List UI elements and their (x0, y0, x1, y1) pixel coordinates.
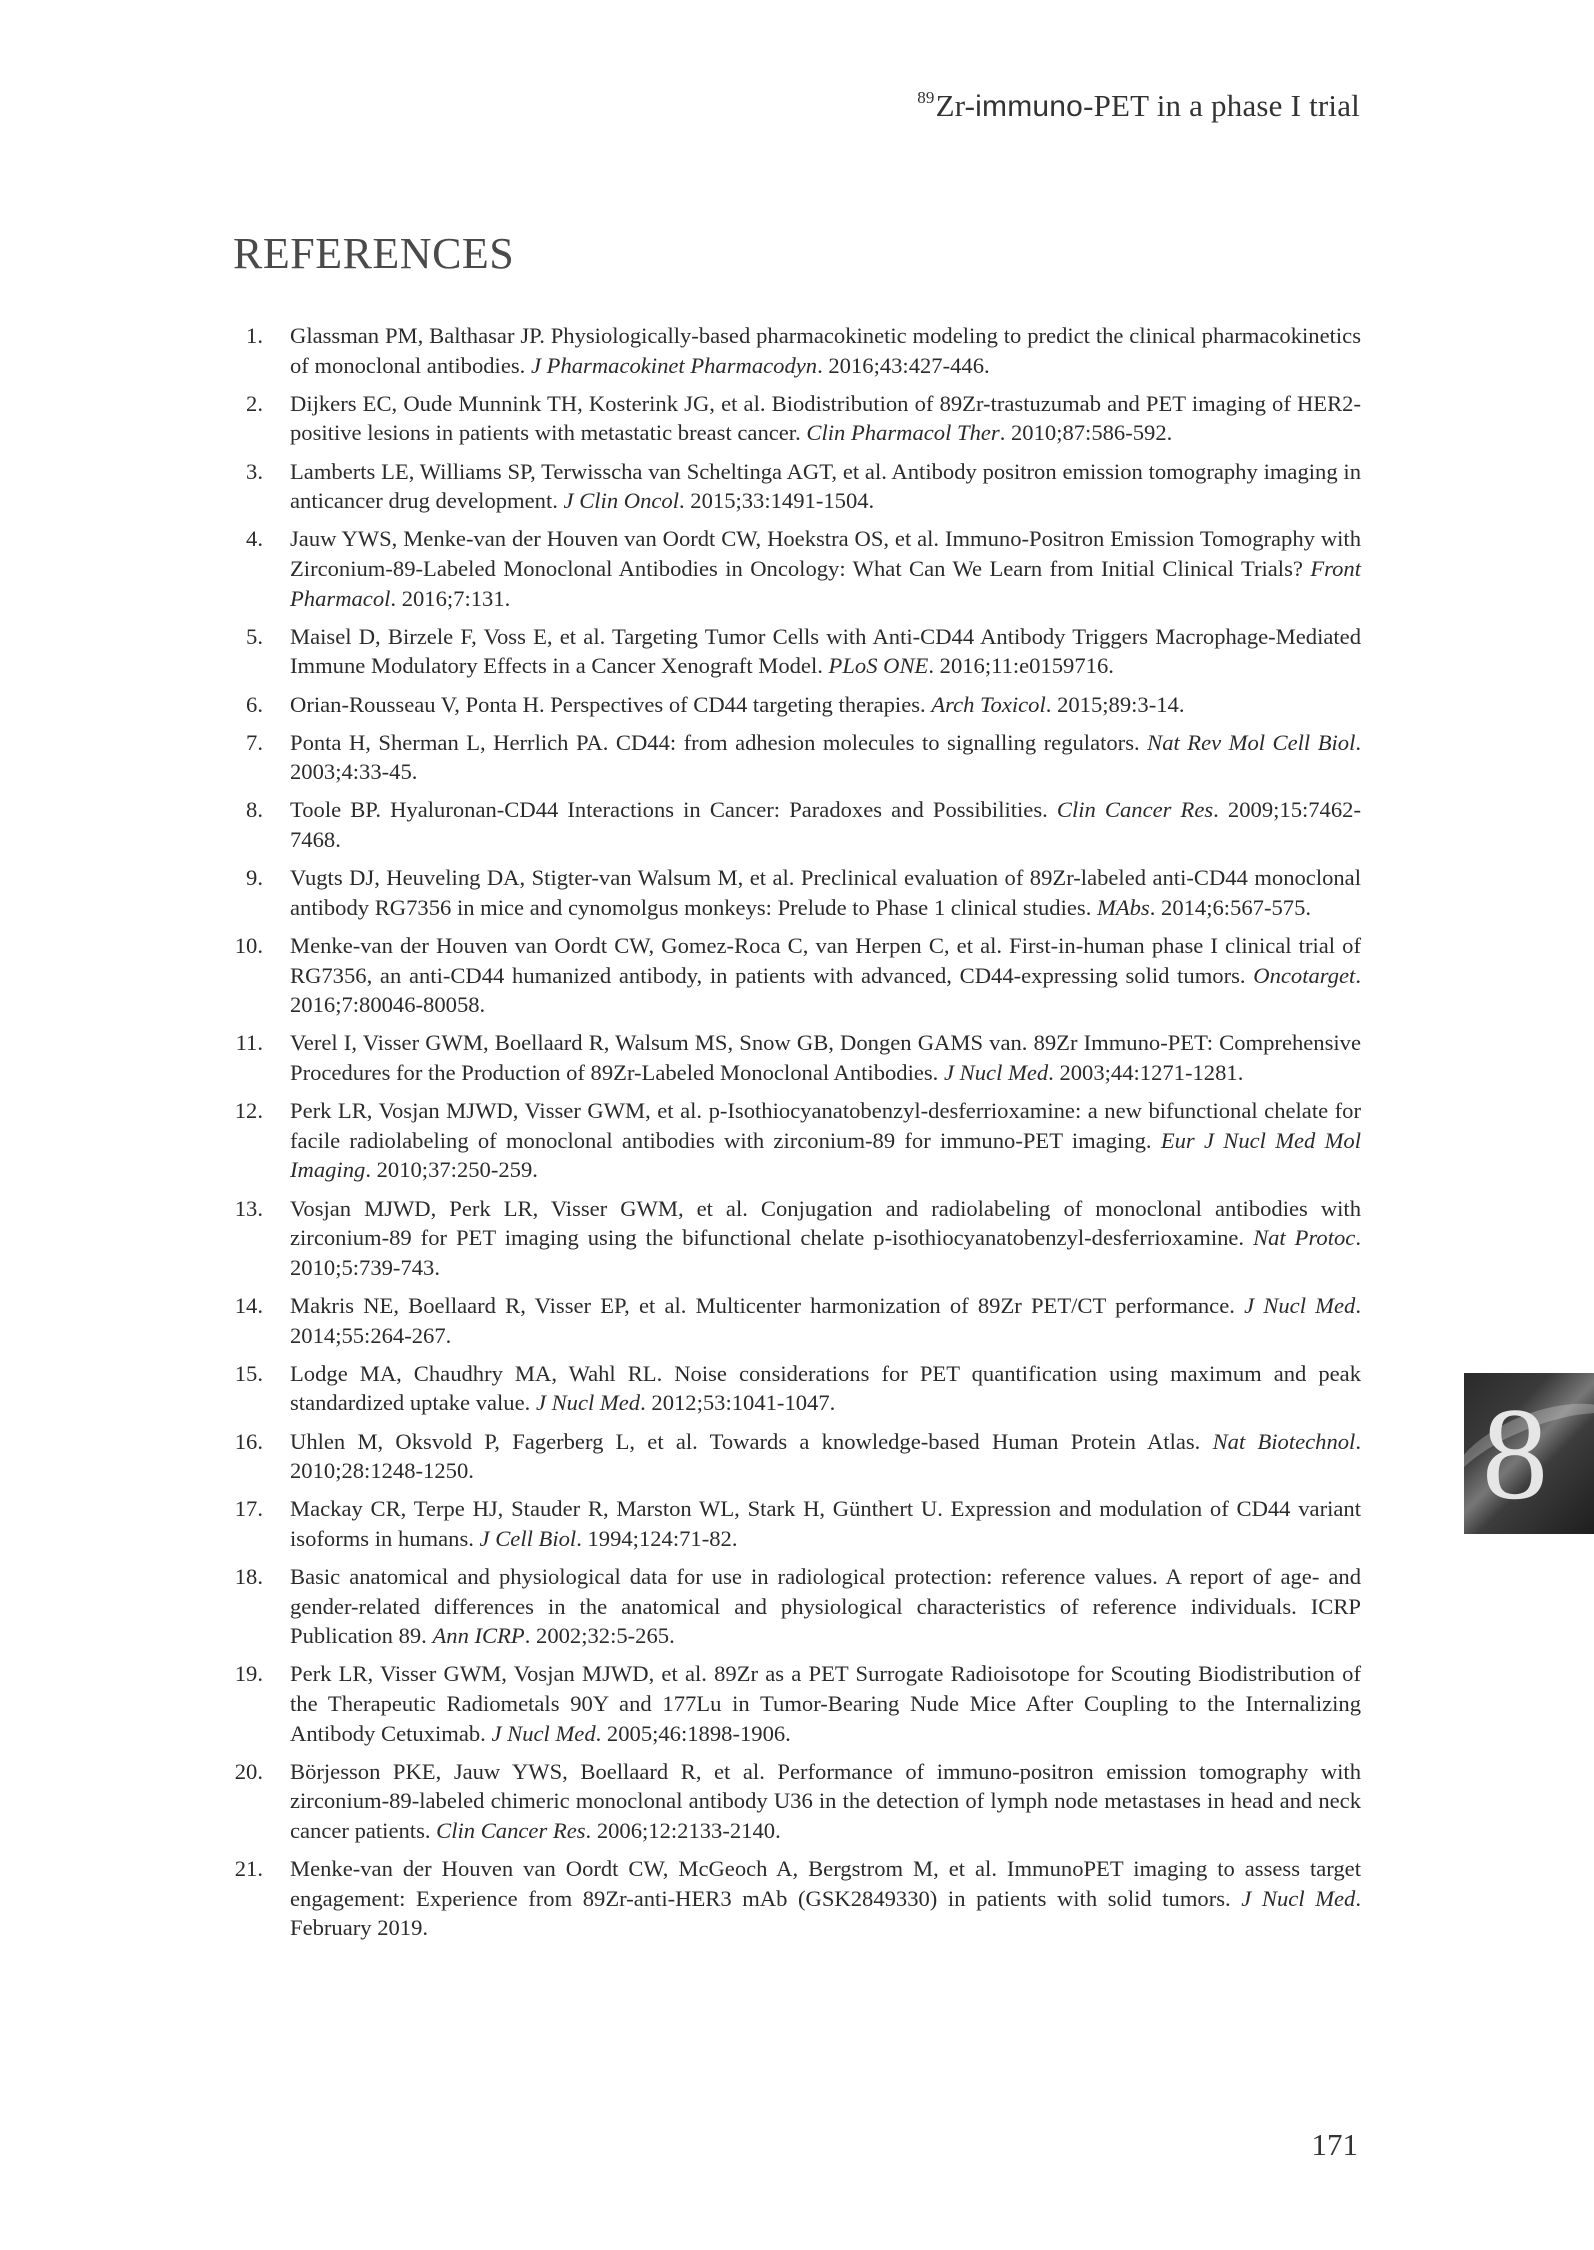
reference-text: Perk LR, Visser GWM, Vosjan MJWD, et al. 89Zr as a PET Surrogate Radioisotope for Scouting Biodistribution of the Therapeutic Radiometals 90Y and 177Lu in Tumor-Bearing Nude Mice After Coupling to the Internalizing Antibody Cetuximab. (290, 1661, 1361, 1746)
reference-journal: J Nucl Med (491, 1720, 596, 1746)
reference-details: . 2010;37:250-259. (365, 1157, 538, 1183)
reference-text: Toole BP. Hyaluronan-CD44 Interactions in Cancer: Paradoxes and Possibilities. (290, 797, 1048, 823)
reference-details: . 2014;55:264-267. (290, 1292, 1361, 1348)
reference-journal: J Nucl Med (944, 1060, 1049, 1085)
reference-journal: Nat Biotechnol (1212, 1428, 1356, 1454)
running-head-prefix: Zr- (935, 88, 976, 123)
reference-text: Verel I, Visser GWM, Boellaard R, Walsum MS, Snow GB, Dongen GAMS van. 89Zr Immuno-PET: Comprehensive Procedures for the Production of 89Zr-Labeled Monoclonal Antibodies. (290, 1030, 1361, 1085)
reference-item (233, 863, 1361, 922)
reference-text: Vosjan MJWD, Perk LR, Visser GWM, et al. Conjugation and radiolabeling of monoclonal antibodies with zirconium-89 for PET imaging using the bifunctional chelate p-isothiocyanatobenzyl-desferrioxamine. (290, 1195, 1361, 1251)
reference-item (233, 321, 1361, 380)
reference-journal: Front Pharmacol (290, 555, 1361, 611)
reference-item (233, 1854, 1361, 1943)
reference-number: 5. (246, 623, 263, 649)
reference-item (233, 1562, 1361, 1651)
reference-number: 17. (234, 1496, 263, 1522)
reference-journal: J Pharmacokinet Pharmacodyn (530, 352, 818, 378)
reference-journal: J Cell Biol (479, 1525, 577, 1551)
reference-number: 11. (235, 1030, 263, 1056)
reference-text: Basic anatomical and physiological data for use in radiological protection: reference values. A report of age- and gender-related differences in the anatomical and physiological characteristics of reference individuals. ICRP Publication 89. (290, 1564, 1361, 1649)
reference-item (233, 1757, 1361, 1846)
reference-details: . 2002;32:5-265. (524, 1623, 675, 1649)
reference-number: 2. (246, 390, 263, 416)
reference-text: Maisel D, Birzele F, Voss E, et al. Targeting Tumor Cells with Anti-CD44 Antibody Triggers Macrophage-Mediated Immune Modulatory Effects in a Cancer Xenograft Model. (290, 623, 1361, 679)
reference-item (233, 1028, 1361, 1087)
reference-number: 9. (246, 865, 263, 891)
reference-item (233, 1194, 1361, 1283)
reference-number: 14. (234, 1292, 263, 1318)
reference-number: 1. (246, 323, 263, 348)
isotope-superscript: 89 (917, 88, 935, 107)
reference-text: Lodge MA, Chaudhry MA, Wahl RL. Noise considerations for PET quantification using maximum and peak standardized uptake value. (290, 1360, 1361, 1416)
reference-number: 3. (246, 458, 263, 484)
reference-number: 7. (246, 729, 263, 755)
reference-details: . February 2019. (290, 1885, 1361, 1941)
reference-number: 8. (246, 797, 263, 823)
reference-journal: J Nucl Med (535, 1390, 641, 1416)
reference-details: . 2005;46:1898-1906. (595, 1720, 791, 1746)
reference-number: 20. (234, 1758, 263, 1784)
reference-details: . 2003;44:1271-1281. (1048, 1060, 1244, 1085)
chapter-tab (1464, 1373, 1594, 1534)
reference-list (233, 321, 1361, 1952)
reference-text: Menke-van der Houven van Oordt CW, Gomez-Roca C, van Herpen C, et al. First-in-human phase I clinical trial of RG7356, an anti-CD44 humanized antibody, in patients with advanced, CD44-expressing solid tumors. (290, 933, 1361, 988)
reference-details: . 2016;7:131. (390, 585, 511, 611)
reference-text: Menke-van der Houven van Oordt CW, McGeoch A, Bergstrom M, et al. ImmunoPET imaging to assess target engagement: Experience from 89Zr-anti-HER3 mAb (GSK2849330) in patients with solid tumors. (290, 1856, 1361, 1911)
reference-item (233, 728, 1361, 787)
reference-number: 6. (246, 691, 263, 717)
page-number: 171 (1311, 2127, 1358, 2162)
reference-item (233, 1494, 1361, 1553)
reference-item (233, 457, 1361, 516)
reference-details: . 2016;43:427-446. (817, 352, 990, 378)
reference-item (233, 622, 1361, 681)
reference-text: Uhlen M, Oksvold P, Fagerberg L, et al. Towards a knowledge-based Human Protein Atlas. (290, 1428, 1201, 1454)
reference-journal: PLoS ONE (828, 653, 929, 679)
reference-journal: MAbs (1097, 894, 1150, 920)
reference-item (233, 1659, 1361, 1748)
reference-details: . 2016;11:e0159716. (928, 653, 1114, 679)
reference-details: . 2012;53:1041-1047. (640, 1390, 836, 1416)
reference-text: Börjesson PKE, Jauw YWS, Boellaard R, et al. Performance of immuno-positron emission tomography with zirconium-89-labeled chimeric monoclonal antibody U36 in the detection of lymph node metastases in head and neck cancer patients. (290, 1758, 1361, 1843)
reference-text: Lamberts LE, Williams SP, Terwisscha van Scheltinga AGT, et al. Antibody positron emission tomography imaging in anticancer drug development. (290, 458, 1361, 514)
reference-journal: Nat Protoc (1253, 1225, 1356, 1251)
reference-details: . 2014;6:567-575. (1149, 894, 1312, 920)
reference-number: 21. (234, 1856, 263, 1882)
reference-journal: Clin Cancer Res (436, 1818, 586, 1843)
reference-details: . 2010;28:1248-1250. (290, 1428, 1361, 1484)
reference-journal: Nat Rev Mol Cell Biol (1147, 729, 1356, 755)
reference-journal: Oncotarget (1253, 962, 1356, 988)
reference-item (233, 1359, 1361, 1418)
chapter-number: 8 (1482, 1380, 1548, 1527)
reference-number: 16. (234, 1428, 263, 1454)
reference-details: . 2015;33:1491-1504. (679, 488, 875, 514)
reference-number: 12. (234, 1098, 263, 1124)
reference-journal: J Clin Oncol (563, 488, 679, 514)
reference-item (233, 389, 1361, 448)
reference-text: Dijkers EC, Oude Munnink TH, Kosterink JG, et al. Biodistribution of 89Zr-trastuzumab and PET imaging of HER2-positive lesions in patients with metastatic breast cancer. (290, 390, 1361, 446)
reference-journal: J Nucl Med (1244, 1292, 1356, 1318)
reference-number: 4. (246, 526, 263, 552)
reference-journal: J Nucl Med (1241, 1885, 1356, 1911)
reference-item (233, 795, 1361, 854)
reference-number: 13. (234, 1195, 263, 1221)
reference-item (233, 524, 1361, 613)
reference-details: . 2016;7:80046-80058. (290, 962, 1361, 1018)
reference-details: . 2009;15:7462-7468. (290, 797, 1361, 853)
reference-item (233, 690, 1361, 720)
reference-journal: Arch Toxicol (931, 691, 1046, 717)
reference-number: 18. (234, 1564, 263, 1590)
reference-item (233, 931, 1361, 1020)
reference-details: . 2010;87:586-592. (999, 420, 1173, 446)
reference-journal: Clin Pharmacol Ther (806, 420, 1000, 446)
running-head-middle: immuno (975, 90, 1084, 123)
reference-text: Vugts DJ, Heuveling DA, Stigter-van Walsum M, et al. Preclinical evaluation of 89Zr-labeled anti-CD44 monoclonal antibody RG7356 in mice and cynomolgus monkeys: Prelude to Phase 1 clinical studies. (290, 865, 1361, 920)
reference-journal: Eur J Nucl Med Mol Imaging (290, 1127, 1361, 1183)
reference-text: Ponta H, Sherman L, Herrlich PA. CD44: from adhesion molecules to signalling regulators. (290, 729, 1140, 755)
reference-number: 10. (234, 933, 263, 959)
running-head (917, 88, 1360, 124)
reference-details: . 1994;124:71-82. (576, 1525, 738, 1551)
reference-text: Makris NE, Boellaard R, Visser EP, et al. Multicenter harmonization of 89Zr PET/CT performance. (290, 1292, 1235, 1318)
reference-text: Perk LR, Vosjan MJWD, Visser GWM, et al. p-Isothiocyanatobenzyl-desferrioxamine: a new bifunctional chelate for facile radiolabeling of monoclonal antibodies with zirconium-89 for immuno-PET imaging. (290, 1098, 1361, 1153)
reference-details: . 2006;12:2133-2140. (585, 1818, 781, 1843)
reference-item (233, 1291, 1361, 1350)
reference-details: . 2003;4:33-45. (290, 729, 1361, 785)
reference-text: Orian-Rousseau V, Ponta H. Perspectives of CD44 targeting therapies. (290, 691, 926, 717)
reference-journal: Clin Cancer Res (1056, 797, 1214, 823)
reference-item (233, 1427, 1361, 1486)
reference-number: 15. (234, 1360, 263, 1386)
running-head-suffix: -PET in a phase I trial (1083, 88, 1360, 123)
reference-text: Jauw YWS, Menke-van der Houven van Oordt CW, Hoekstra OS, et al. Immuno-Positron Emission Tomography with Zirconium-89-Labeled Monoclonal Antibodies in Oncology: What Can We Learn from Initial Clinical Trials? (290, 526, 1361, 581)
reference-text: Mackay CR, Terpe HJ, Stauder R, Marston WL, Stark H, Günthert U. Expression and modulation of CD44 variant isoforms in humans. (290, 1496, 1361, 1551)
reference-item (233, 1096, 1361, 1185)
reference-details: . 2015;89:3-14. (1045, 691, 1185, 717)
reference-journal: Ann ICRP (432, 1623, 525, 1649)
reference-number: 19. (234, 1661, 263, 1687)
reference-details: . 2010;5:739-743. (290, 1225, 1361, 1280)
section-title: REFERENCES (233, 229, 515, 278)
reference-text: Glassman PM, Balthasar JP. Physiologically-based pharmacokinetic modeling to predict the clinical pharmacokinetics of monoclonal antibodies. (290, 323, 1361, 378)
